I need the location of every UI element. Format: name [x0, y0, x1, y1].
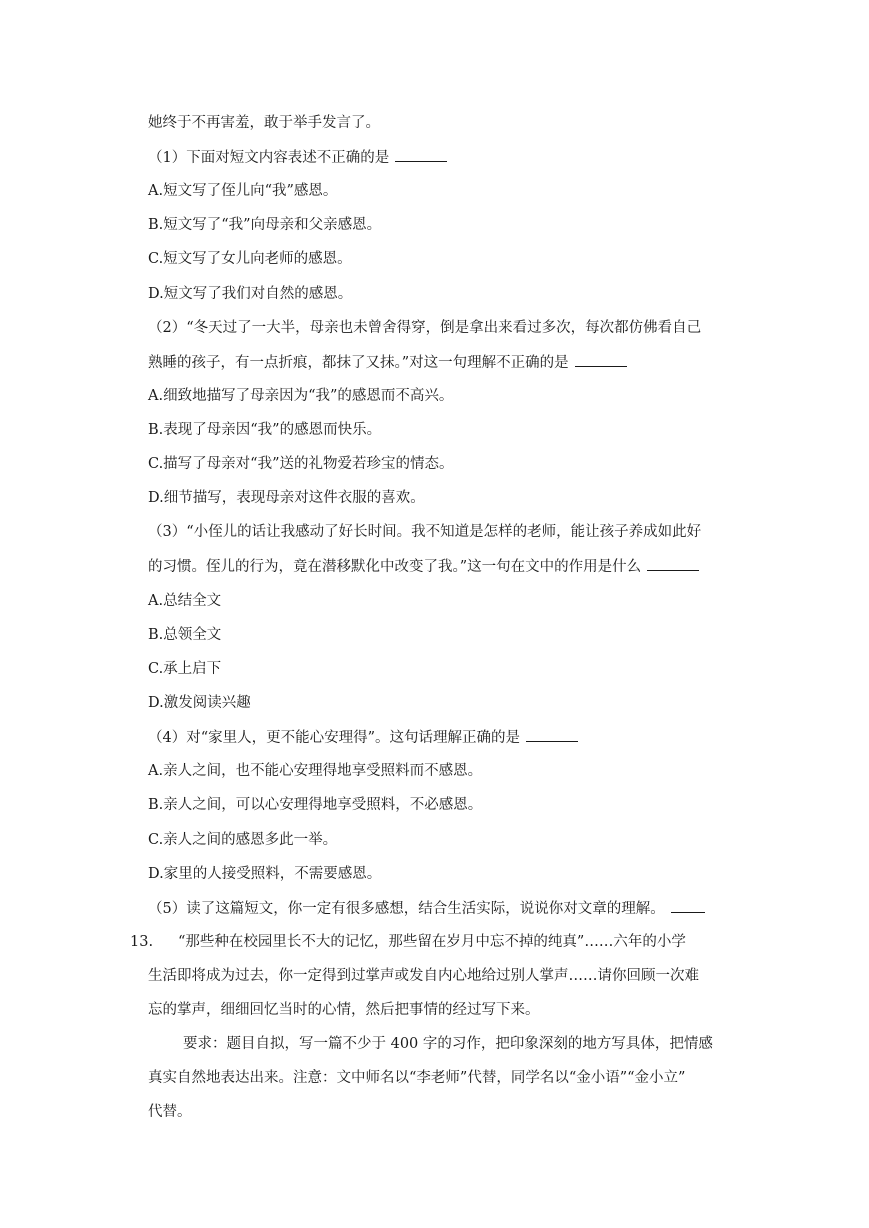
- question-5-stem: （5）读了这篇短文，你一定有很多感想，结合生活实际，说说你对文章的理解。: [148, 898, 705, 919]
- question-4-stem: （4）对“家里人，更不能心安理得”。这句话理解正确的是: [148, 727, 578, 748]
- question-3-option-d: D.激发阅读兴趣: [148, 695, 251, 711]
- question-2-option-d: D.细节描写，表现母亲对这件衣服的喜欢。: [148, 490, 425, 506]
- answer-blank: [671, 898, 705, 913]
- answer-blank: [526, 727, 578, 742]
- question-1-option-c: C.短文写了女儿向老师的感恩。: [148, 251, 352, 267]
- question-3-option-a: A.总结全文: [148, 593, 222, 609]
- answer-blank: [575, 352, 627, 367]
- question-2-option-c: C.描写了母亲对“我”送的礼物爱若珍宝的情态。: [148, 456, 454, 472]
- question-4-option-c: C.亲人之间的感恩多此一举。: [148, 832, 338, 848]
- question-1-stem: （1）下面对短文内容表述不正确的是: [148, 147, 447, 168]
- answer-blank: [647, 556, 699, 571]
- question-1-option-d: D.短文写了我们对自然的感恩。: [148, 286, 353, 302]
- question-4-option-a: A.亲人之间，也不能心安理得地享受照料而不感恩。: [148, 763, 483, 779]
- question-3-stem-line1: （3）“小侄儿的话让我感动了好长时间。我不知道是怎样的老师，能让孩子养成如此好: [148, 524, 702, 540]
- answer-blank: [395, 147, 447, 162]
- question-13-number: 13.: [130, 934, 154, 950]
- question-3-option-c: C.承上启下: [148, 661, 222, 677]
- question-13-requirement-line1: 要求：题目自拟，写一篇不少于 400 字的习作，把印象深刻的地方写具体，把情感: [183, 1036, 713, 1052]
- question-13-line2: 生活即将成为过去，你一定得到过掌声或发自内心地给过别人掌声……请你回顾一次难: [148, 968, 699, 984]
- question-3-stem-line2: 的习惯。侄儿的行为，竟在潜移默化中改变了我。”这一句在文中的作用是什么: [148, 556, 699, 577]
- passage-last-line: 她终于不再害羞，敢于举手发言了。: [148, 115, 380, 131]
- question-2-option-b: B.表现了母亲因“我”的感恩而快乐。: [148, 422, 382, 438]
- question-1-option-a: A.短文写了侄儿向“我”感恩。: [148, 183, 338, 199]
- question-13-line1: “那些种在校园里长不大的记忆，那些留在岁月中忘不掉的纯真”……六年的小学: [178, 934, 686, 950]
- question-3-option-b: B.总领全文: [148, 627, 222, 643]
- question-13-requirement-line2: 真实自然地表达出来。注意：文中师名以“李老师”代替，同学名以“金小语”“金小立”: [148, 1070, 686, 1086]
- question-2-option-a: A.细致地描写了母亲因为“我”的感恩而不高兴。: [148, 388, 454, 404]
- question-13-requirement-line3: 代替。: [148, 1104, 192, 1120]
- question-2-stem-line2: 熟睡的孩子，有一点折痕，都抹了又抹。”对这一句理解不正确的是: [148, 352, 627, 373]
- question-2-stem-line1: （2）“冬天过了一大半，母亲也未曾舍得穿，倒是拿出来看过多次，每次都仿佛看自己: [148, 320, 702, 336]
- question-1-option-b: B.短文写了“我”向母亲和父亲感恩。: [148, 217, 382, 233]
- question-13-line3: 忘的掌声，细细回忆当时的心情，然后把事情的经过写下来。: [148, 1002, 540, 1018]
- question-4-option-b: B.亲人之间，可以心安理得地享受照料，不必感恩。: [148, 797, 483, 813]
- question-4-option-d: D.家里的人接受照料，不需要感恩。: [148, 866, 382, 882]
